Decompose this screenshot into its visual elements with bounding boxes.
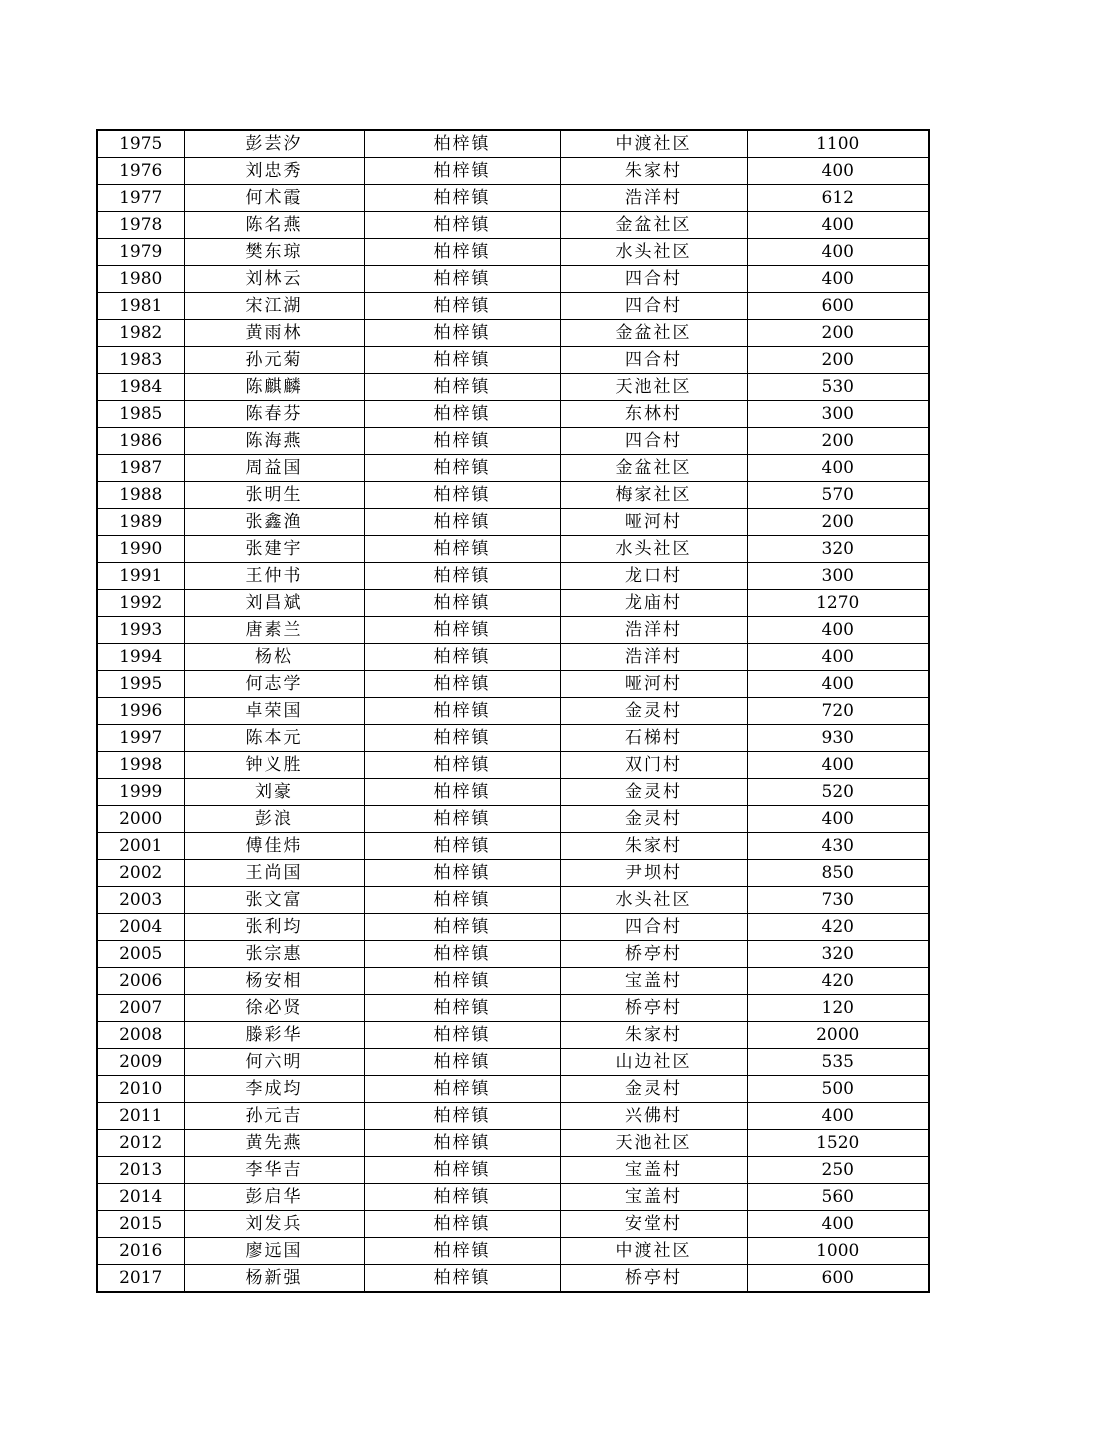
table-row: [97, 1130, 929, 1157]
name-cell: 张宗惠: [184, 941, 364, 968]
row-number-cell: 2013: [97, 1157, 184, 1184]
amount-cell: 250: [747, 1157, 929, 1184]
row-number-cell: 1976: [97, 158, 184, 185]
amount-cell: 850: [747, 860, 929, 887]
town-cell: 柏梓镇: [364, 482, 560, 509]
amount-cell: 1100: [747, 130, 929, 158]
town-cell: 柏梓镇: [364, 1211, 560, 1238]
name-cell: 彭芸汐: [184, 130, 364, 158]
amount-cell: 300: [747, 563, 929, 590]
table-row: [97, 158, 929, 185]
row-number-cell: 2000: [97, 806, 184, 833]
row-number-cell: 1996: [97, 698, 184, 725]
table-row: [97, 374, 929, 401]
town-cell: 柏梓镇: [364, 293, 560, 320]
town-cell: 柏梓镇: [364, 752, 560, 779]
amount-cell: 600: [747, 293, 929, 320]
name-cell: 陈海燕: [184, 428, 364, 455]
town-cell: 柏梓镇: [364, 455, 560, 482]
town-cell: 柏梓镇: [364, 1049, 560, 1076]
name-cell: 黄先燕: [184, 1130, 364, 1157]
name-cell: 刘忠秀: [184, 158, 364, 185]
table-row: [97, 914, 929, 941]
row-number-cell: 2010: [97, 1076, 184, 1103]
name-cell: 李华吉: [184, 1157, 364, 1184]
amount-cell: 400: [747, 644, 929, 671]
village-cell: 中渡社区: [560, 1238, 747, 1265]
town-cell: 柏梓镇: [364, 1157, 560, 1184]
amount-cell: 720: [747, 698, 929, 725]
table-row: [97, 482, 929, 509]
row-number-cell: 2003: [97, 887, 184, 914]
town-cell: 柏梓镇: [364, 347, 560, 374]
town-cell: 柏梓镇: [364, 239, 560, 266]
name-cell: 徐必贤: [184, 995, 364, 1022]
village-cell: 金灵村: [560, 698, 747, 725]
village-cell: 四合村: [560, 428, 747, 455]
table-row: [97, 563, 929, 590]
table-row: [97, 347, 929, 374]
village-cell: 四合村: [560, 266, 747, 293]
table-row: [97, 833, 929, 860]
village-cell: 水头社区: [560, 239, 747, 266]
village-cell: 金盆社区: [560, 320, 747, 347]
table-row: [97, 266, 929, 293]
table-row: [97, 509, 929, 536]
amount-cell: 930: [747, 725, 929, 752]
row-number-cell: 2002: [97, 860, 184, 887]
village-cell: 金灵村: [560, 779, 747, 806]
town-cell: 柏梓镇: [364, 725, 560, 752]
roster-table-body: [97, 130, 929, 1292]
amount-cell: 600: [747, 1265, 929, 1293]
table-row: [97, 941, 929, 968]
name-cell: 陈本元: [184, 725, 364, 752]
row-number-cell: 2007: [97, 995, 184, 1022]
town-cell: 柏梓镇: [364, 1238, 560, 1265]
table-row: [97, 1076, 929, 1103]
row-number-cell: 1997: [97, 725, 184, 752]
village-cell: 四合村: [560, 293, 747, 320]
row-number-cell: 1998: [97, 752, 184, 779]
town-cell: 柏梓镇: [364, 995, 560, 1022]
village-cell: 石梯村: [560, 725, 747, 752]
village-cell: 朱家村: [560, 833, 747, 860]
row-number-cell: 1995: [97, 671, 184, 698]
roster-table: [96, 129, 930, 1293]
town-cell: 柏梓镇: [364, 968, 560, 995]
town-cell: 柏梓镇: [364, 914, 560, 941]
name-cell: 何术霞: [184, 185, 364, 212]
row-number-cell: 1982: [97, 320, 184, 347]
town-cell: 柏梓镇: [364, 374, 560, 401]
town-cell: 柏梓镇: [364, 1265, 560, 1293]
village-cell: 四合村: [560, 914, 747, 941]
name-cell: 杨新强: [184, 1265, 364, 1293]
village-cell: 金灵村: [560, 1076, 747, 1103]
amount-cell: 520: [747, 779, 929, 806]
town-cell: 柏梓镇: [364, 536, 560, 563]
row-number-cell: 2012: [97, 1130, 184, 1157]
table-row: [97, 806, 929, 833]
table-row: [97, 185, 929, 212]
amount-cell: 560: [747, 1184, 929, 1211]
name-cell: 刘发兵: [184, 1211, 364, 1238]
town-cell: 柏梓镇: [364, 833, 560, 860]
village-cell: 浩洋村: [560, 617, 747, 644]
row-number-cell: 1983: [97, 347, 184, 374]
table-row: [97, 455, 929, 482]
amount-cell: 420: [747, 914, 929, 941]
table-row: [97, 1103, 929, 1130]
table-row: [97, 590, 929, 617]
row-number-cell: 1991: [97, 563, 184, 590]
town-cell: 柏梓镇: [364, 941, 560, 968]
amount-cell: 300: [747, 401, 929, 428]
name-cell: 杨松: [184, 644, 364, 671]
town-cell: 柏梓镇: [364, 590, 560, 617]
town-cell: 柏梓镇: [364, 1076, 560, 1103]
village-cell: 桥亭村: [560, 941, 747, 968]
name-cell: 李成均: [184, 1076, 364, 1103]
town-cell: 柏梓镇: [364, 698, 560, 725]
amount-cell: 612: [747, 185, 929, 212]
name-cell: 廖远国: [184, 1238, 364, 1265]
table-row: [97, 1157, 929, 1184]
village-cell: 金灵村: [560, 806, 747, 833]
amount-cell: 120: [747, 995, 929, 1022]
amount-cell: 320: [747, 941, 929, 968]
town-cell: 柏梓镇: [364, 266, 560, 293]
table-row: [97, 779, 929, 806]
town-cell: 柏梓镇: [364, 401, 560, 428]
row-number-cell: 1988: [97, 482, 184, 509]
table-row: [97, 887, 929, 914]
amount-cell: 320: [747, 536, 929, 563]
name-cell: 刘林云: [184, 266, 364, 293]
table-row: [97, 725, 929, 752]
row-number-cell: 1981: [97, 293, 184, 320]
table-row: [97, 860, 929, 887]
village-cell: 桥亭村: [560, 1265, 747, 1293]
town-cell: 柏梓镇: [364, 779, 560, 806]
row-number-cell: 1979: [97, 239, 184, 266]
table-row: [97, 1184, 929, 1211]
table-row: [97, 401, 929, 428]
town-cell: 柏梓镇: [364, 806, 560, 833]
row-number-cell: 2017: [97, 1265, 184, 1293]
table-row: [97, 968, 929, 995]
amount-cell: 200: [747, 347, 929, 374]
amount-cell: 400: [747, 752, 929, 779]
name-cell: 杨安相: [184, 968, 364, 995]
amount-cell: 400: [747, 671, 929, 698]
table-row: [97, 1265, 929, 1293]
amount-cell: 400: [747, 239, 929, 266]
town-cell: 柏梓镇: [364, 1103, 560, 1130]
name-cell: 刘豪: [184, 779, 364, 806]
name-cell: 周益国: [184, 455, 364, 482]
name-cell: 孙元吉: [184, 1103, 364, 1130]
town-cell: 柏梓镇: [364, 644, 560, 671]
amount-cell: 400: [747, 1211, 929, 1238]
amount-cell: 2000: [747, 1022, 929, 1049]
town-cell: 柏梓镇: [364, 509, 560, 536]
table-row: [97, 752, 929, 779]
name-cell: 彭浪: [184, 806, 364, 833]
name-cell: 王仲书: [184, 563, 364, 590]
name-cell: 张鑫渔: [184, 509, 364, 536]
town-cell: 柏梓镇: [364, 563, 560, 590]
name-cell: 刘昌斌: [184, 590, 364, 617]
amount-cell: 1000: [747, 1238, 929, 1265]
row-number-cell: 2004: [97, 914, 184, 941]
table-row: [97, 1049, 929, 1076]
table-row: [97, 239, 929, 266]
table-row: [97, 1238, 929, 1265]
village-cell: 宝盖村: [560, 1157, 747, 1184]
name-cell: 钟义胜: [184, 752, 364, 779]
amount-cell: 530: [747, 374, 929, 401]
name-cell: 卓荣国: [184, 698, 364, 725]
amount-cell: 400: [747, 266, 929, 293]
table-row: [97, 320, 929, 347]
village-cell: 宝盖村: [560, 968, 747, 995]
name-cell: 黄雨林: [184, 320, 364, 347]
village-cell: 天池社区: [560, 374, 747, 401]
town-cell: 柏梓镇: [364, 158, 560, 185]
village-cell: 双门村: [560, 752, 747, 779]
village-cell: 四合村: [560, 347, 747, 374]
row-number-cell: 1980: [97, 266, 184, 293]
row-number-cell: 1990: [97, 536, 184, 563]
amount-cell: 570: [747, 482, 929, 509]
name-cell: 张明生: [184, 482, 364, 509]
village-cell: 中渡社区: [560, 130, 747, 158]
village-cell: 梅家社区: [560, 482, 747, 509]
row-number-cell: 2005: [97, 941, 184, 968]
village-cell: 龙庙村: [560, 590, 747, 617]
amount-cell: 200: [747, 428, 929, 455]
amount-cell: 200: [747, 509, 929, 536]
village-cell: 龙口村: [560, 563, 747, 590]
village-cell: 东林村: [560, 401, 747, 428]
amount-cell: 430: [747, 833, 929, 860]
town-cell: 柏梓镇: [364, 212, 560, 239]
row-number-cell: 2011: [97, 1103, 184, 1130]
village-cell: 哑河村: [560, 509, 747, 536]
table-row: [97, 428, 929, 455]
amount-cell: 535: [747, 1049, 929, 1076]
village-cell: 浩洋村: [560, 185, 747, 212]
name-cell: 张文富: [184, 887, 364, 914]
village-cell: 兴佛村: [560, 1103, 747, 1130]
name-cell: 张建宇: [184, 536, 364, 563]
amount-cell: 730: [747, 887, 929, 914]
amount-cell: 400: [747, 617, 929, 644]
town-cell: 柏梓镇: [364, 185, 560, 212]
town-cell: 柏梓镇: [364, 887, 560, 914]
table-row: [97, 644, 929, 671]
village-cell: 朱家村: [560, 158, 747, 185]
amount-cell: 400: [747, 806, 929, 833]
amount-cell: 1270: [747, 590, 929, 617]
table-row: [97, 1022, 929, 1049]
row-number-cell: 2008: [97, 1022, 184, 1049]
table-row: [97, 617, 929, 644]
amount-cell: 200: [747, 320, 929, 347]
village-cell: 天池社区: [560, 1130, 747, 1157]
row-number-cell: 1986: [97, 428, 184, 455]
village-cell: 金盆社区: [560, 212, 747, 239]
amount-cell: 400: [747, 1103, 929, 1130]
village-cell: 水头社区: [560, 536, 747, 563]
row-number-cell: 2006: [97, 968, 184, 995]
name-cell: 傅佳炜: [184, 833, 364, 860]
name-cell: 孙元菊: [184, 347, 364, 374]
name-cell: 滕彩华: [184, 1022, 364, 1049]
row-number-cell: 1993: [97, 617, 184, 644]
row-number-cell: 2001: [97, 833, 184, 860]
town-cell: 柏梓镇: [364, 320, 560, 347]
row-number-cell: 2014: [97, 1184, 184, 1211]
village-cell: 金盆社区: [560, 455, 747, 482]
row-number-cell: 2009: [97, 1049, 184, 1076]
row-number-cell: 1977: [97, 185, 184, 212]
amount-cell: 500: [747, 1076, 929, 1103]
village-cell: 水头社区: [560, 887, 747, 914]
town-cell: 柏梓镇: [364, 428, 560, 455]
name-cell: 樊东琼: [184, 239, 364, 266]
amount-cell: 400: [747, 158, 929, 185]
amount-cell: 1520: [747, 1130, 929, 1157]
village-cell: 朱家村: [560, 1022, 747, 1049]
amount-cell: 420: [747, 968, 929, 995]
village-cell: 浩洋村: [560, 644, 747, 671]
row-number-cell: 1975: [97, 130, 184, 158]
amount-cell: 400: [747, 455, 929, 482]
village-cell: 哑河村: [560, 671, 747, 698]
table-row: [97, 536, 929, 563]
town-cell: 柏梓镇: [364, 130, 560, 158]
town-cell: 柏梓镇: [364, 671, 560, 698]
table-row: [97, 212, 929, 239]
table-row: [97, 671, 929, 698]
name-cell: 陈名燕: [184, 212, 364, 239]
town-cell: 柏梓镇: [364, 1184, 560, 1211]
town-cell: 柏梓镇: [364, 1130, 560, 1157]
name-cell: 张利均: [184, 914, 364, 941]
row-number-cell: 1999: [97, 779, 184, 806]
table-row: [97, 293, 929, 320]
table-row: [97, 995, 929, 1022]
name-cell: 宋江湖: [184, 293, 364, 320]
name-cell: 王尚国: [184, 860, 364, 887]
town-cell: 柏梓镇: [364, 1022, 560, 1049]
name-cell: 唐素兰: [184, 617, 364, 644]
village-cell: 桥亭村: [560, 995, 747, 1022]
row-number-cell: 2015: [97, 1211, 184, 1238]
row-number-cell: 1994: [97, 644, 184, 671]
name-cell: 彭启华: [184, 1184, 364, 1211]
village-cell: 山边社区: [560, 1049, 747, 1076]
row-number-cell: 1978: [97, 212, 184, 239]
town-cell: 柏梓镇: [364, 617, 560, 644]
name-cell: 何志学: [184, 671, 364, 698]
row-number-cell: 1992: [97, 590, 184, 617]
table-row: [97, 1211, 929, 1238]
name-cell: 陈春芬: [184, 401, 364, 428]
amount-cell: 400: [747, 212, 929, 239]
village-cell: 尹坝村: [560, 860, 747, 887]
row-number-cell: 1989: [97, 509, 184, 536]
name-cell: 何六明: [184, 1049, 364, 1076]
town-cell: 柏梓镇: [364, 860, 560, 887]
name-cell: 陈麒麟: [184, 374, 364, 401]
row-number-cell: 1985: [97, 401, 184, 428]
village-cell: 宝盖村: [560, 1184, 747, 1211]
row-number-cell: 1984: [97, 374, 184, 401]
row-number-cell: 1987: [97, 455, 184, 482]
table-row: [97, 698, 929, 725]
table-row: [97, 130, 929, 158]
village-cell: 安堂村: [560, 1211, 747, 1238]
row-number-cell: 2016: [97, 1238, 184, 1265]
